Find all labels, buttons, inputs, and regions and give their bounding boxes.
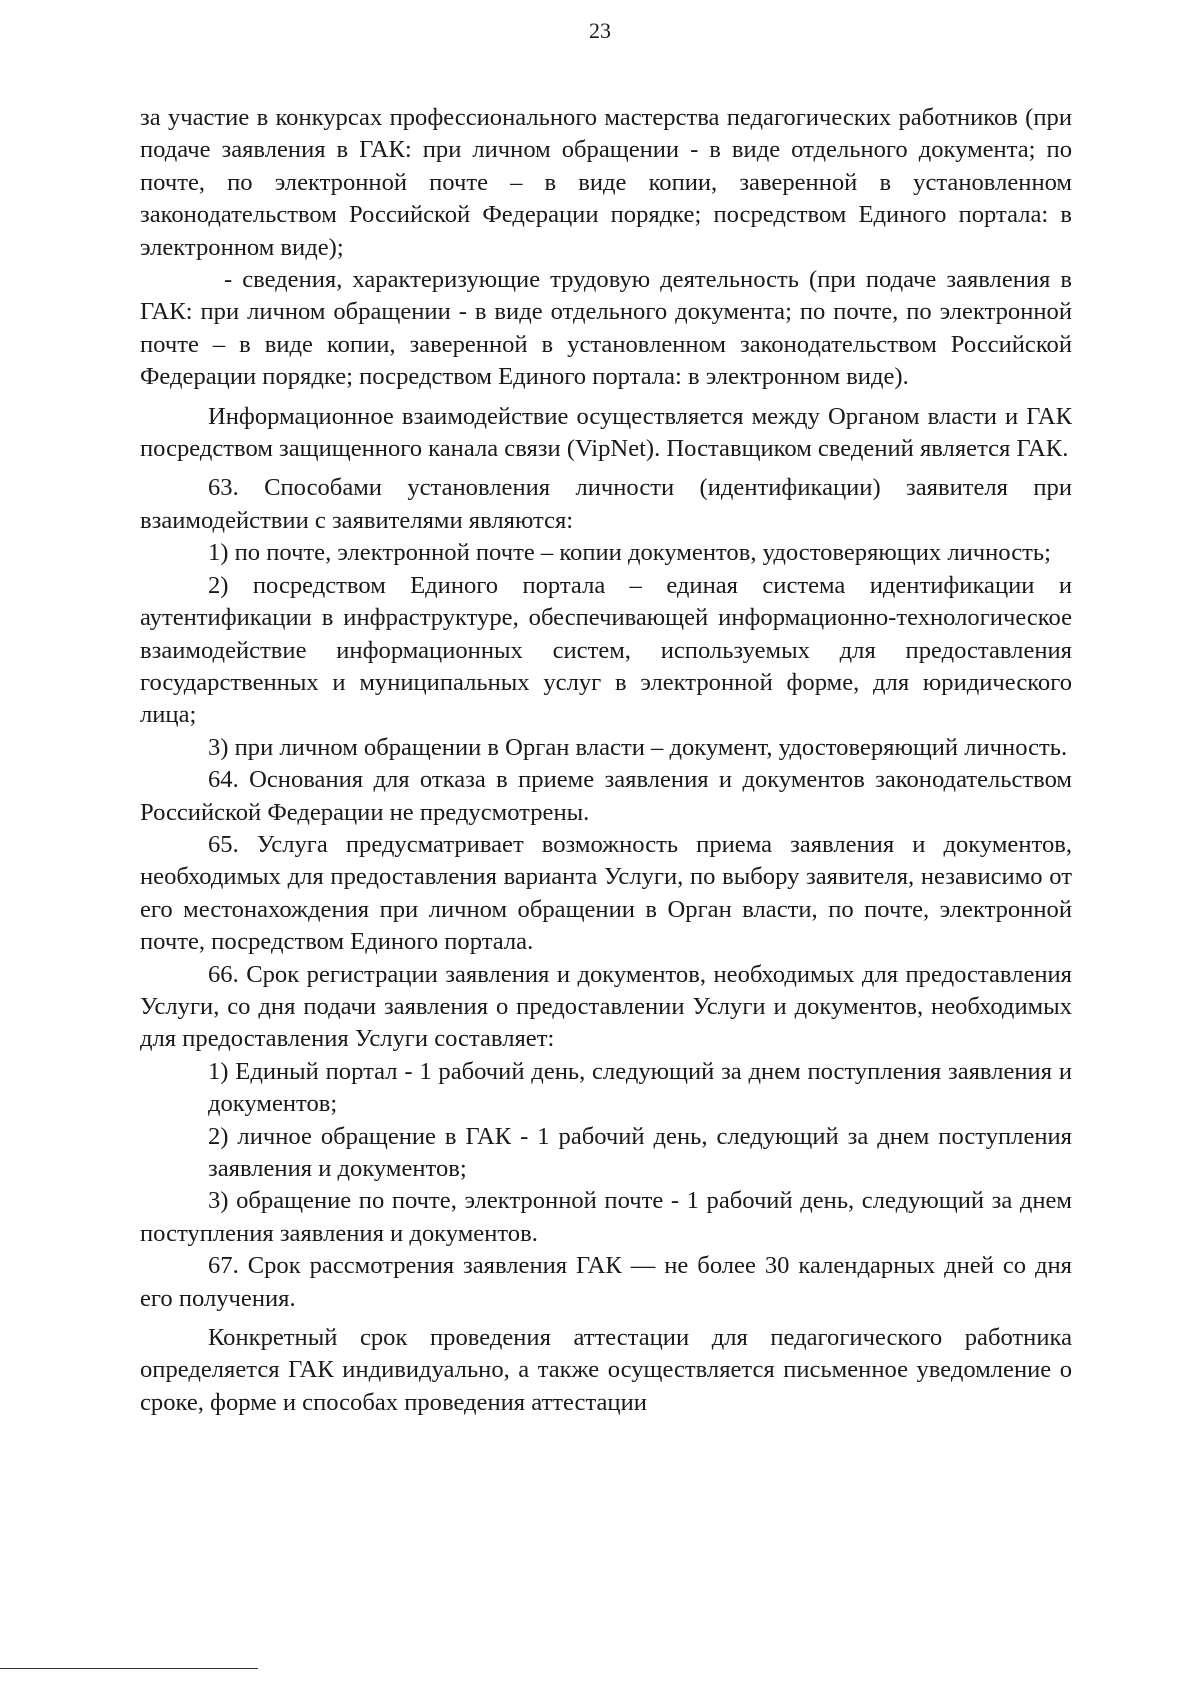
page-number: 23: [589, 18, 611, 43]
list-item-63-1: 1) по почте, электронной почте – копии документов, удостоверяющих личность;: [208, 539, 1051, 567]
document-body: [140, 102, 1072, 1419]
footnote-rule: [0, 1668, 258, 1669]
paragraph-63: 63. Способами установления личности (идентификации) заявителя при взаимодействии с заявителями являются:: [140, 474, 1072, 534]
paragraph-64: 64. Основания для отказа в приеме заявления и документов законодательством Российской Федерации не предусмотрены.: [140, 766, 1072, 826]
paragraph-continuation: за участие в конкурсах профессионального мастерства педагогических работников (при подаче заявления в ГАК: при личном обращении - в виде отдельного документа; по почте, по электронной почте – в виде копии, заверенной в установленном законодательством Российской Федерации порядке; посредством Единого портала: в электронном виде);: [140, 104, 1072, 261]
paragraph-attestation-term: Конкретный срок проведения аттестации для педагогического работника определяется ГАК индивидуально, а также осуществляется письменное уведомление о сроке, форме и способах проведения аттестации: [140, 1324, 1072, 1416]
list-item-66-1: 1) Единый портал - 1 рабочий день, следующий за днем поступления заявления и документов;: [208, 1057, 1072, 1118]
list-item-66-2: 2) личное обращение в ГАК - 1 рабочий день, следующий за днем поступления заявления и документов;: [208, 1122, 1072, 1182]
paragraph-info-exchange: Информационное взаимодействие осуществляется между Органом власти и ГАК посредством защищенного канала связи (VipNet). Поставщиком сведений является ГАК.: [140, 402, 1072, 463]
paragraph-67: 67. Срок рассмотрения заявления ГАК — не более 30 календарных дней со дня его получения.: [140, 1252, 1072, 1312]
paragraph-65: 65. Услуга предусматривает возможность приема заявления и документов, необходимых для предоставления варианта Услуги, по выбору заявителя, независимо от его местонахождения при личном обращении в Орган власти, по почте, электронной почте, посредством Единого портала.: [140, 830, 1072, 956]
list-item-dash: - сведения, характеризующие трудовую деятельность (при подаче заявления в ГАК: при личном обращении - в виде отдельного документа; по почте, по электронной почте – в виде копии, заверенной в установленном законодательством Российской Федерации порядке; посредством Единого портала: в электронном виде).: [140, 266, 1072, 391]
list-item-63-2: 2) посредством Единого портала – единая система идентификации и аутентификации в инфраструктуре, обеспечивающей информационно-технологическое взаимодействие информационных систем, используемых для предоставления государственных и муниципальных услуг в электронной форме, для юридического лица;: [140, 571, 1072, 729]
list-item-63-3: 3) при личном обращении в Орган власти – документ, удостоверяющий личность.: [208, 733, 1068, 761]
list-item-66-3: 3) обращение по почте, электронной почте - 1 рабочий день, следующий за днем поступления заявления и документов.: [140, 1187, 1072, 1247]
paragraph-66: 66. Срок регистрации заявления и документов, необходимых для предоставления Услуги, со дня подачи заявления о предоставлении Услуги и документов, необходимых для предоставления Услуги составляет:: [140, 960, 1072, 1053]
